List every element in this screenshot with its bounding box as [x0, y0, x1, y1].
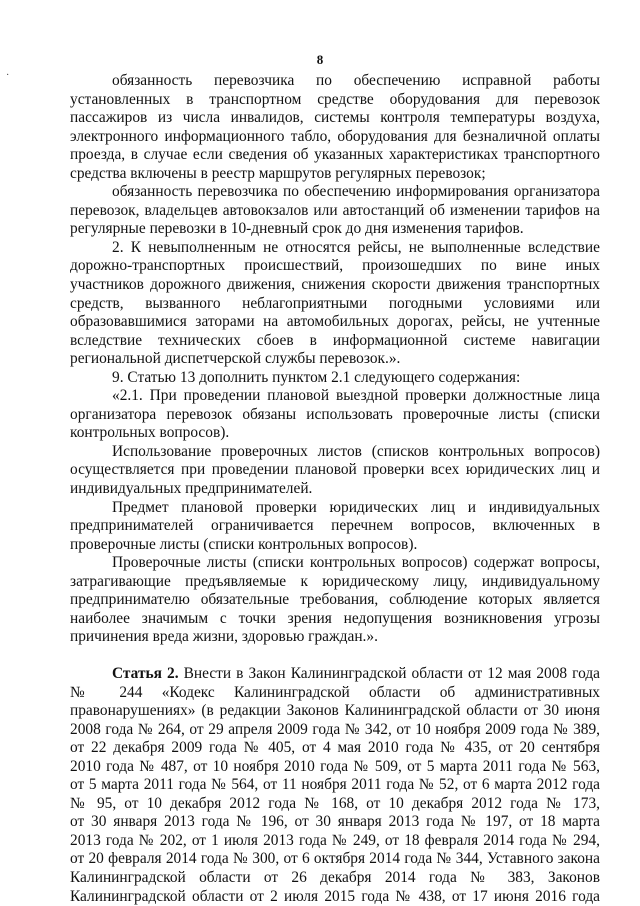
text-line: организатора перевозок обязаны использовать проверочные листы (списки: [70, 406, 600, 425]
text-line: наиболее значимым с точки зрения недопущения возникновения угрозы: [70, 610, 600, 629]
article-line: от 20 февраля 2014 года № 300, от 6 октября 2014 года № 344, Уставного закона: [70, 850, 600, 869]
text-line: пассажиров из числа инвалидов, системы контроля температуры воздуха,: [70, 109, 600, 128]
article-first-line: [70, 665, 600, 684]
text-line: средств, вызванного неблагоприятными погодными условиями или: [70, 295, 600, 314]
article-line: Калининградской области от 2 июля 2015 года № 438, от 17 июня 2016 года: [70, 888, 600, 906]
text-line: предпринимателю обязательные требования, соблюдение которых является: [70, 591, 600, 610]
article-line: 2010 года № 487, от 10 ноября 2010 года № 509, от 5 марта 2011 года № 563,: [70, 758, 600, 777]
text-line: средства включены в реестр маршрутов регулярных перевозок;: [70, 165, 600, 184]
text-line: перевозок, владельцев автовокзалов или автостанций об изменении тарифов на: [70, 202, 600, 221]
article-lines: [70, 684, 600, 906]
article-line: правонарушениях» (в редакции Законов Калининградской области от 30 июня: [70, 702, 600, 721]
text-line: дорожно-транспортных происшествий, произошедших по вине иных: [70, 257, 600, 276]
text-line: установленных в транспортном средстве оборудования для перевозок: [70, 91, 600, 110]
page-number: 8: [0, 52, 640, 68]
article-line: от 22 декабря 2009 года № 405, от 4 мая 2010 года № 435, от 20 сентября: [70, 739, 600, 758]
article-line: 2013 года № 202, от 1 июля 2013 года № 249, от 18 февраля 2014 года № 294,: [70, 832, 600, 851]
text-line: образовавшимися заторами на автомобильных дорогах, рейсы, не учтенные: [70, 313, 600, 332]
article-first-line-rest: Внести в Закон Калининградской области от 12 мая 2008 года: [179, 665, 600, 682]
article-line: от 30 января 2013 года № 196, от 30 января 2013 года № 197, от 18 марта: [70, 813, 600, 832]
article-2: [70, 665, 600, 906]
section-gap: [70, 647, 600, 665]
text-line: Проверочные листы (списки контрольных вопросов) содержат вопросы,: [70, 554, 600, 573]
article-heading: Статья 2.: [112, 665, 179, 682]
article-line: № 244 «Кодекс Калининградской области об административных: [70, 684, 600, 703]
text-line: контрольных вопросов).: [70, 424, 600, 443]
article-line: Калининградской области от 26 декабря 2014 года № 383, Законов: [70, 869, 600, 888]
text-line: электронного информационного табло, оборудования для безналичной оплаты: [70, 128, 600, 147]
text-line: вследствие технических сбоев в информационной системе навигации: [70, 332, 600, 351]
text-line: осуществляется при проведении плановой проверки всех юридических лиц и: [70, 461, 600, 480]
text-line: затрагивающие предъявляемые к юридическому лицу, индивидуальному: [70, 573, 600, 592]
text-line: индивидуальных предпринимателей.: [70, 480, 600, 499]
article-line: от 5 марта 2011 года № 564, от 11 ноября 2011 года № 52, от 6 марта 2012 года: [70, 776, 600, 795]
text-line: 9. Статью 13 дополнить пунктом 2.1 следующего содержания:: [70, 369, 600, 388]
text-line: проезда, в случае если сведения об указанных характеристиках транспортного: [70, 146, 600, 165]
text-line: обязанность перевозчика по обеспечению исправной работы: [70, 72, 600, 91]
text-line: проверочные листы (списки контрольных вопросов).: [70, 536, 600, 555]
text-line: предпринимателей ограничивается перечнем вопросов, включенных в: [70, 517, 600, 536]
text-line: Предмет плановой проверки юридических лиц и индивидуальных: [70, 499, 600, 518]
text-line: участников дорожного движения, снижения скорости движения транспортных: [70, 276, 600, 295]
article-line: 2008 года № 264, от 29 апреля 2009 года № 342, от 10 ноября 2009 года № 389,: [70, 721, 600, 740]
document-body: [70, 72, 600, 906]
article-line: № 95, от 10 декабря 2012 года № 168, от 10 декабря 2012 года № 173,: [70, 795, 600, 814]
text-line: причинения вреда жизни, здоровью граждан.».: [70, 628, 600, 647]
margin-mark: ·: [6, 70, 9, 81]
text-line: 2. К невыполненным не относятся рейсы, не выполненные вследствие: [70, 239, 600, 258]
text-line: Использование проверочных листов (списков контрольных вопросов): [70, 443, 600, 462]
text-line: региональной диспетчерской службы перевозок.».: [70, 350, 600, 369]
text-line: «2.1. При проведении плановой выездной проверки должностные лица: [70, 387, 600, 406]
amendment-text: [70, 72, 600, 647]
text-line: обязанность перевозчика по обеспечению информирования организатора: [70, 183, 600, 202]
text-line: регулярные перевозки в 10-дневный срок до дня изменения тарифов.: [70, 220, 600, 239]
